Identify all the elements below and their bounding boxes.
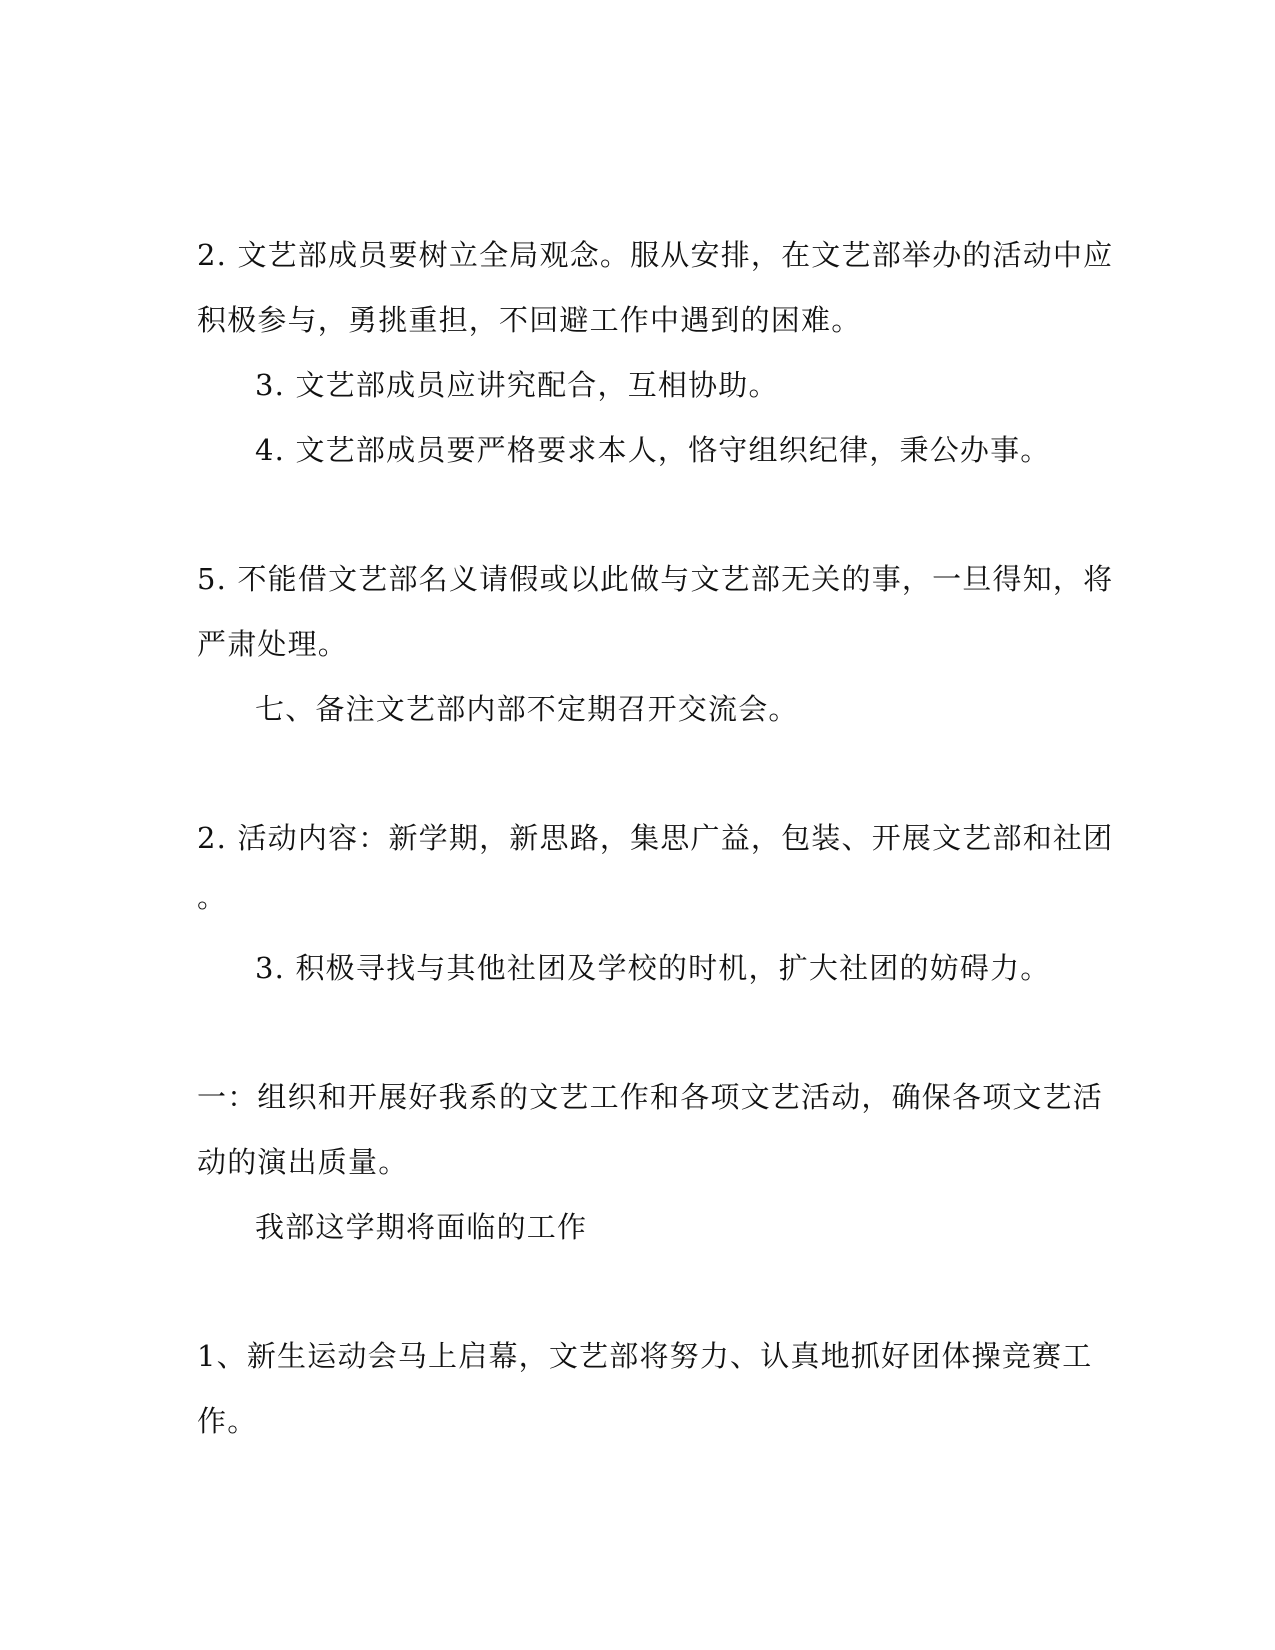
paragraph-line: 2. 文艺部成员要树立全局观念。服从安排，在文艺部举办的活动中应: [197, 238, 1114, 272]
paragraph-line: 一：组织和开展好我系的文艺工作和各项文艺活动，确保各项文艺活: [197, 1080, 1104, 1114]
paragraph-line: 4. 文艺部成员要严格要求本人，恪守组织纪律，秉公办事。: [255, 433, 1051, 467]
paragraph-line: 严肃处理。: [197, 627, 349, 661]
paragraph-line: 3. 文艺部成员应讲究配合，互相协助。: [255, 368, 779, 402]
paragraph-line: 我部这学期将面临的工作: [255, 1210, 588, 1244]
paragraph-line: 七、备注文艺部内部不定期召开交流会。: [255, 692, 799, 726]
paragraph-line: 动的演出质量。: [197, 1145, 409, 1179]
paragraph-line: 。: [197, 880, 228, 914]
paragraph-line: 5. 不能借文艺部名义请假或以此做与文艺部无关的事，一旦得知，将: [197, 562, 1114, 596]
paragraph-line: 3. 积极寻找与其他社团及学校的时机，扩大社团的妨碍力。: [255, 951, 1051, 985]
paragraph-line: 作。: [197, 1404, 258, 1438]
paragraph-line: 1、新生运动会马上启幕，文艺部将努力、认真地抓好团体操竞赛工: [197, 1339, 1093, 1373]
paragraph-line: 积极参与，勇挑重担，不回避工作中遇到的困难。: [197, 303, 862, 337]
paragraph-line: 2. 活动内容：新学期，新思路，集思广益，包装、开展文艺部和社团: [197, 821, 1114, 855]
